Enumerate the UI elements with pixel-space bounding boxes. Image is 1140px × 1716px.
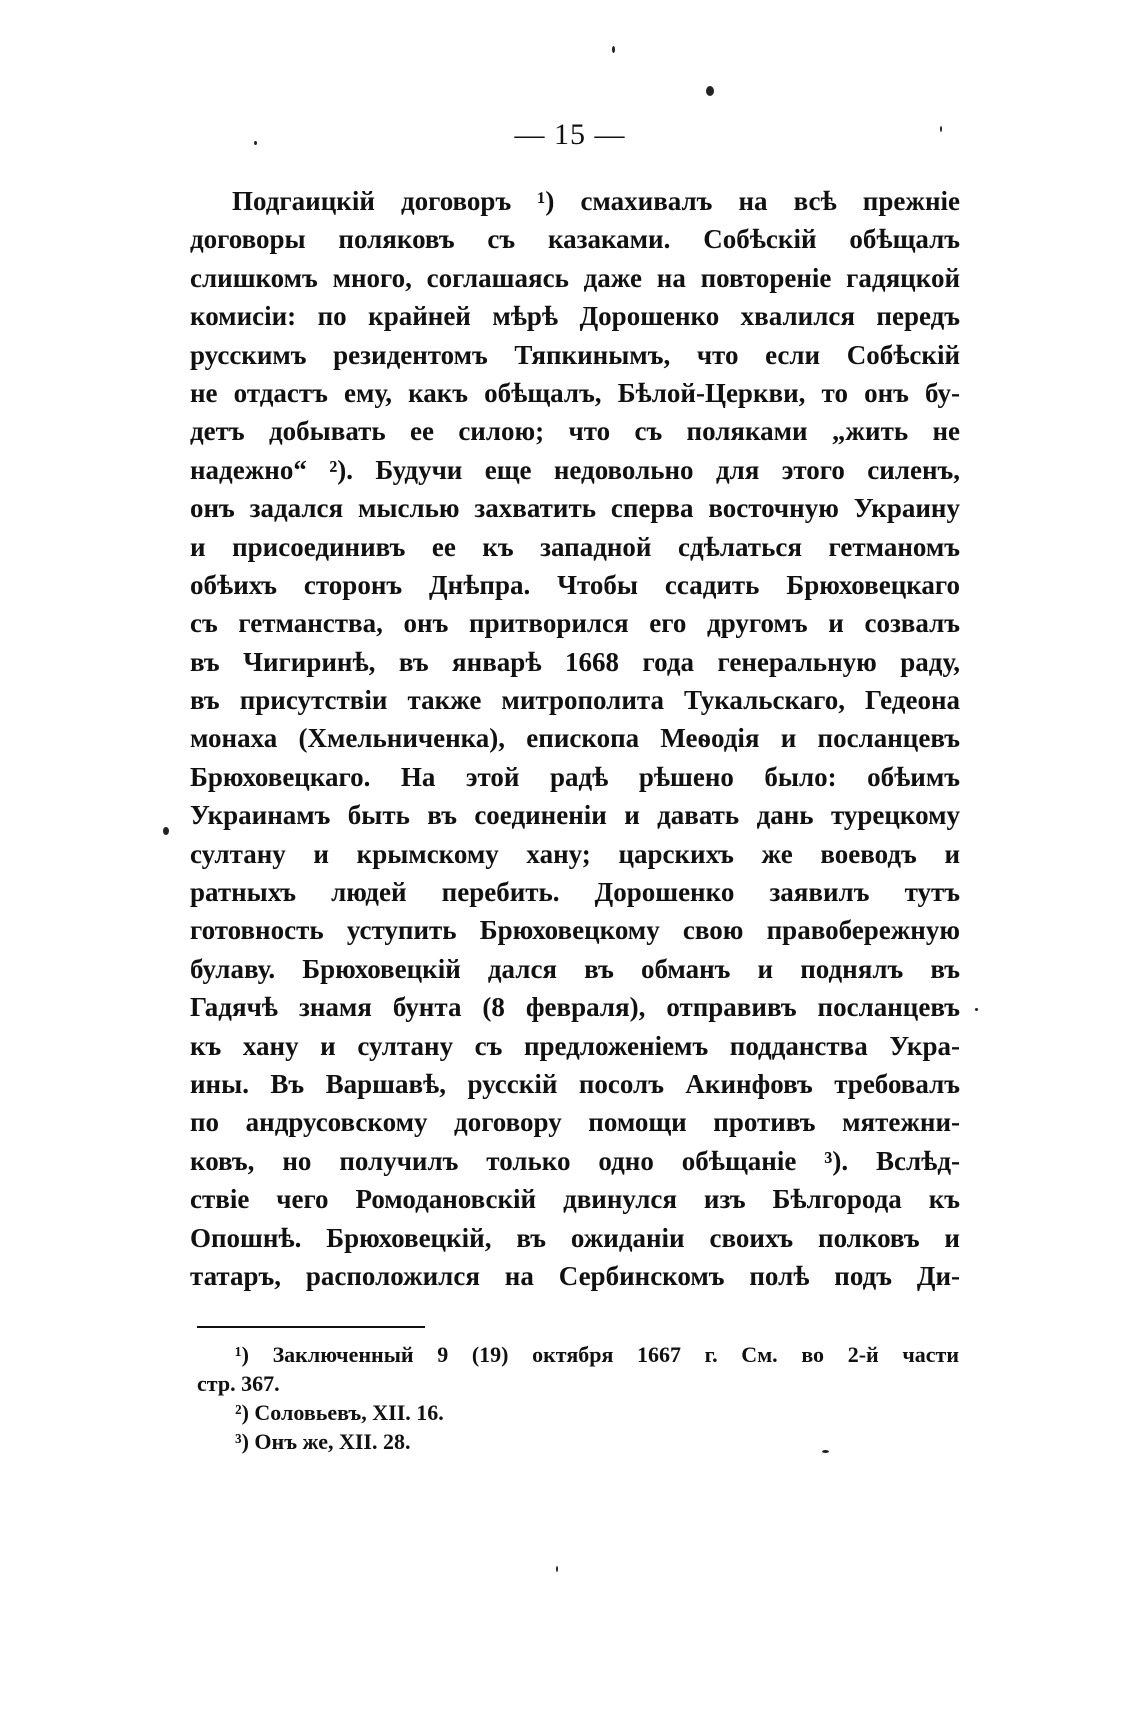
body-line: не отдастъ ему, какъ обѣщалъ, Бѣлой-Церкви, то онъ бу-	[190, 377, 960, 408]
footnote-1: ¹) Заключенный 9 (19) октября 1667 г. См. во 2-й части	[235, 1342, 959, 1367]
body-line: въ Чигиринѣ, въ январѣ 1668 года генеральную раду,	[190, 646, 960, 677]
body-line: султану и крымскому хану; царскихъ же воеводъ и	[190, 838, 960, 869]
body-line: къ хану и султану съ предложеніемъ подданства Укра-	[190, 1030, 960, 1061]
footnote-3: ³) Онъ же, XII. 28.	[235, 1429, 411, 1454]
body-line: татаръ, расположился на Сербинскомъ полѣ подъ Ди-	[190, 1260, 960, 1291]
body-line: Подгаицкій договоръ ¹) смахивалъ на всѣ прежніе	[232, 186, 960, 216]
body-line: Опошнѣ. Брюховецкій, въ ожиданіи своихъ полковъ и	[190, 1222, 960, 1253]
scan-speck	[612, 46, 615, 53]
footnote-1-continuation: стр. 367.	[197, 1371, 280, 1396]
scan-speck	[706, 86, 714, 96]
body-line: русскимъ резидентомъ Тяпкинымъ, что если Собѣскій	[190, 339, 960, 370]
body-line: Украинамъ быть въ соединеніи и давать дань турецкому	[190, 800, 960, 831]
body-line: булаву. Брюховецкій дался въ обманъ и поднялъ въ	[190, 953, 960, 984]
scan-speck	[975, 1008, 978, 1011]
scan-speck	[254, 141, 257, 145]
body-line: комисіи: по крайней мѣрѣ Дорошенко хвалился передъ	[190, 301, 960, 332]
body-line: Гадячѣ знамя бунта (8 февраля), отправивъ посланцевъ	[190, 992, 960, 1023]
body-line: слишкомъ много, соглашаясь даже на повтореніе гадяцкой	[190, 262, 960, 293]
footnotes	[197, 1340, 959, 1456]
scan-speck	[940, 126, 942, 132]
scan-speck	[556, 1566, 558, 1572]
scan-speck	[163, 827, 169, 835]
body-line: надежно“ ²). Будучи еще недовольно для этого силенъ,	[190, 454, 960, 485]
body-line: съ гетманства, онъ притворился его другомъ и созвалъ	[190, 608, 960, 639]
body-line: и присоединивъ ее къ западной сдѣлаться гетманомъ	[190, 531, 960, 562]
scan-speck	[822, 1450, 829, 1453]
body-line: Брюховецкаго. На этой радѣ рѣшено было: обѣимъ	[190, 761, 960, 792]
body-line: ратныхъ людей перебить. Дорошенко заявилъ тутъ	[190, 877, 960, 908]
body-line: онъ задался мыслью захватить сперва восточную Украину	[190, 493, 960, 524]
body-line: готовность уступить Брюховецкому свою правобережную	[190, 915, 960, 946]
body-line: договоры поляковъ съ казаками. Собѣскій обѣщалъ	[190, 224, 960, 255]
footnote-2: ²) Соловьевъ, XII. 16.	[235, 1400, 444, 1425]
body-line: ствіе чего Ромодановскій двинулся изъ Бѣлгорода къ	[190, 1184, 960, 1215]
body-line: детъ добывать ее силою; что съ поляками „жить не	[190, 416, 960, 447]
body-line: ковъ, но получилъ только одно обѣщаніе ³). Вслѣд-	[190, 1145, 960, 1176]
body-line: ины. Въ Варшавѣ, русскій посолъ Акинфовъ требовалъ	[190, 1068, 960, 1099]
page-number: — 15 —	[514, 118, 626, 151]
body-line: по андрусовскому договору помощи противъ мятежни-	[190, 1107, 960, 1138]
body-line: обѣихъ сторонъ Днѣпра. Чтобы ссадить Брюховецкаго	[190, 569, 960, 600]
footnote-separator	[197, 1326, 425, 1328]
body-text	[190, 182, 960, 1295]
body-line: монаха (Хмельниченка), епископа Меѳодія и посланцевъ	[190, 723, 960, 754]
body-line: въ присутствіи также митрополита Тукальскаго, Гедеона	[190, 685, 960, 716]
